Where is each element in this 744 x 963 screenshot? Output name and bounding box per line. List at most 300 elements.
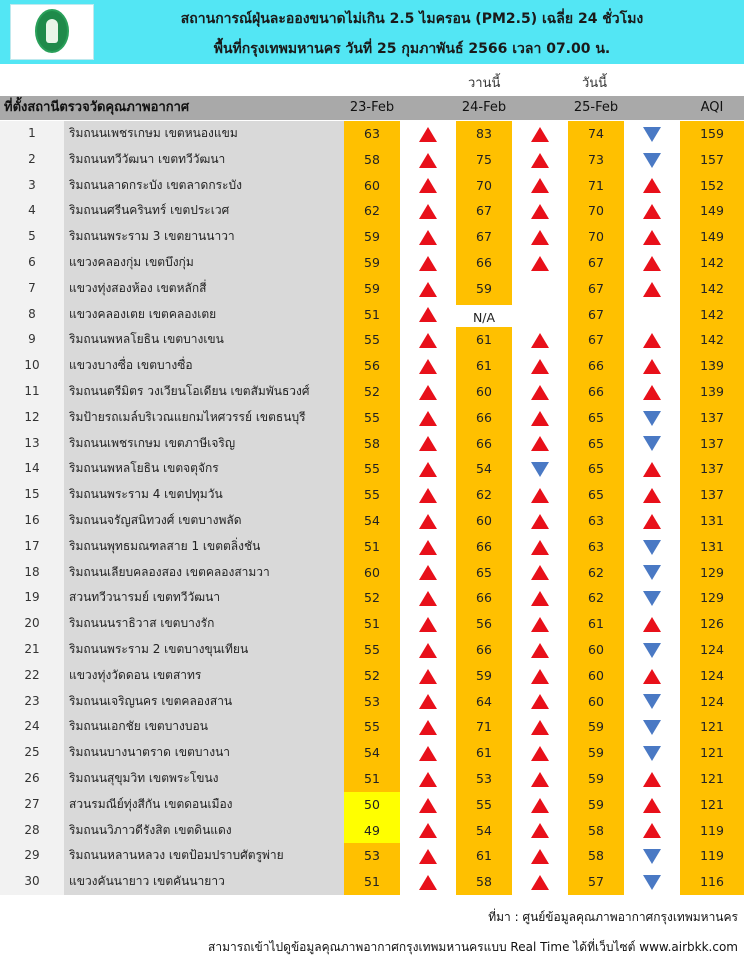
arrow-up-icon bbox=[531, 540, 549, 555]
station-number: 21 bbox=[0, 637, 64, 663]
station-location: ริมถนนหลานหลวง เขตป้อมปราบศัตรูพ่าย bbox=[64, 843, 344, 869]
trend-cell bbox=[512, 585, 568, 611]
table-row bbox=[0, 147, 744, 173]
pm25-value-v3: 65 bbox=[568, 405, 624, 431]
pm25-value-v1: 55 bbox=[344, 482, 400, 508]
pm25-value-v3: 70 bbox=[568, 224, 624, 250]
pm25-value-v2: N/A bbox=[456, 302, 512, 331]
arrow-down-icon bbox=[643, 153, 661, 168]
arrow-up-icon bbox=[531, 694, 549, 709]
pm25-value-v1: 54 bbox=[344, 508, 400, 534]
arrow-up-icon bbox=[419, 746, 437, 761]
trend-cell bbox=[400, 405, 456, 431]
table-row bbox=[0, 792, 744, 818]
arrow-up-icon bbox=[419, 772, 437, 787]
table-row bbox=[0, 431, 744, 457]
pm25-value-v1: 53 bbox=[344, 689, 400, 715]
arrow-up-icon bbox=[419, 823, 437, 838]
trend-cell bbox=[400, 302, 456, 328]
trend-cell bbox=[624, 224, 680, 250]
aqi-value: 121 bbox=[680, 740, 744, 766]
trend-cell bbox=[400, 173, 456, 199]
pm25-value-v3: 59 bbox=[568, 740, 624, 766]
trend-cell bbox=[512, 302, 568, 328]
trend-cell bbox=[400, 482, 456, 508]
pm25-value-v1: 59 bbox=[344, 250, 400, 276]
aqi-value: 159 bbox=[680, 121, 744, 147]
arrow-up-icon bbox=[643, 798, 661, 813]
arrow-up-icon bbox=[531, 720, 549, 735]
table-row bbox=[0, 482, 744, 508]
station-location: ริมถนนเลียบคลองสอง เขตคลองสามวา bbox=[64, 560, 344, 586]
aqi-value: 157 bbox=[680, 147, 744, 173]
pm25-value-v1: 52 bbox=[344, 379, 400, 405]
aqi-value: 121 bbox=[680, 714, 744, 740]
arrow-up-icon bbox=[531, 798, 549, 813]
data-source: ที่มา : ศูนย์ข้อมูลคุณภาพอากาศกรุงเทพมหานคร bbox=[488, 910, 738, 924]
trend-cell bbox=[512, 327, 568, 353]
trend-cell bbox=[512, 508, 568, 534]
pm25-value-v3: 67 bbox=[568, 276, 624, 302]
station-location: แขวงบางซื่อ เขตบางซื่อ bbox=[64, 353, 344, 379]
pm25-value-v2: 83 bbox=[456, 121, 512, 147]
arrow-down-icon bbox=[643, 720, 661, 735]
arrow-up-icon bbox=[643, 359, 661, 374]
pm25-value-v3: 57 bbox=[568, 869, 624, 895]
table-row bbox=[0, 740, 744, 766]
aqi-value: 131 bbox=[680, 534, 744, 560]
arrow-up-icon bbox=[531, 617, 549, 632]
pm25-value-v3: 67 bbox=[568, 327, 624, 353]
arrow-down-icon bbox=[643, 643, 661, 658]
trend-cell bbox=[400, 740, 456, 766]
trend-cell bbox=[624, 405, 680, 431]
arrow-up-icon bbox=[643, 617, 661, 632]
arrow-up-icon bbox=[643, 669, 661, 684]
trend-cell bbox=[400, 869, 456, 895]
trend-cell bbox=[624, 766, 680, 792]
arrow-down-icon bbox=[643, 591, 661, 606]
arrow-up-icon bbox=[419, 720, 437, 735]
arrow-up-icon bbox=[419, 307, 437, 322]
arrow-up-icon bbox=[643, 178, 661, 193]
trend-cell bbox=[400, 198, 456, 224]
trend-cell bbox=[400, 508, 456, 534]
pm25-value-v2: 60 bbox=[456, 379, 512, 405]
trend-cell bbox=[512, 611, 568, 637]
pm25-value-v1: 52 bbox=[344, 585, 400, 611]
trend-cell bbox=[400, 431, 456, 457]
arrow-up-icon bbox=[531, 565, 549, 580]
arrow-up-icon bbox=[419, 875, 437, 890]
pm25-value-v1: 63 bbox=[344, 121, 400, 147]
pm25-value-v1: 58 bbox=[344, 147, 400, 173]
trend-cell bbox=[512, 843, 568, 869]
table-row bbox=[0, 766, 744, 792]
pm25-value-v1: 51 bbox=[344, 766, 400, 792]
trend-cell bbox=[624, 198, 680, 224]
trend-cell bbox=[624, 818, 680, 844]
station-location: ริมถนนพระราม 2 เขตบางขุนเทียน bbox=[64, 637, 344, 663]
arrow-up-icon bbox=[419, 230, 437, 245]
station-number: 9 bbox=[0, 327, 64, 353]
arrow-up-icon bbox=[419, 617, 437, 632]
station-location: ริมถนนเอกชัย เขตบางบอน bbox=[64, 714, 344, 740]
arrow-up-icon bbox=[531, 178, 549, 193]
station-location: ริมถนนตรีมิตร วงเวียนโอเดียน เขตสัมพันธวงศ์ bbox=[64, 379, 344, 405]
trend-cell bbox=[512, 560, 568, 586]
arrow-up-icon bbox=[531, 153, 549, 168]
trend-cell bbox=[400, 843, 456, 869]
arrow-up-icon bbox=[419, 333, 437, 348]
table-row bbox=[0, 818, 744, 844]
table-row bbox=[0, 250, 744, 276]
aqi-value: 124 bbox=[680, 637, 744, 663]
pm25-value-v3: 65 bbox=[568, 456, 624, 482]
aqi-value: 131 bbox=[680, 508, 744, 534]
station-location: ริมถนนพหลโยธิน เขตจตุจักร bbox=[64, 456, 344, 482]
trend-cell bbox=[624, 534, 680, 560]
trend-cell bbox=[624, 637, 680, 663]
station-location: แขวงคลองกุ่ม เขตบึงกุ่ม bbox=[64, 250, 344, 276]
aqi-value: 129 bbox=[680, 585, 744, 611]
pm25-value-v1: 49 bbox=[344, 818, 400, 844]
arrow-up-icon bbox=[419, 514, 437, 529]
pm25-value-v2: 59 bbox=[456, 276, 512, 302]
pm25-value-v1: 51 bbox=[344, 611, 400, 637]
pm25-value-v3: 59 bbox=[568, 792, 624, 818]
aqi-value: 142 bbox=[680, 327, 744, 353]
aqi-value: 121 bbox=[680, 792, 744, 818]
table-row bbox=[0, 534, 744, 560]
report-title: สถานการณ์ฝุ่นละอองขนาดไม่เกิน 2.5 ไมครอน (PM2.5) เฉลี่ย 24 ชั่วโมง bbox=[180, 11, 644, 27]
pm25-value-v2: 66 bbox=[456, 431, 512, 457]
trend-cell bbox=[512, 792, 568, 818]
pm25-value-v1: 60 bbox=[344, 560, 400, 586]
pm25-value-v2: 61 bbox=[456, 843, 512, 869]
table-row bbox=[0, 714, 744, 740]
table-row bbox=[0, 353, 744, 379]
station-number: 23 bbox=[0, 689, 64, 715]
pm25-value-v3: 66 bbox=[568, 379, 624, 405]
arrow-down-icon bbox=[643, 540, 661, 555]
trend-cell bbox=[400, 276, 456, 302]
trend-cell bbox=[400, 379, 456, 405]
pm25-value-v1: 62 bbox=[344, 198, 400, 224]
station-location: ริมป้ายรถเมล์บริเวณแยกมไหศวรรย์ เขตธนบุรี bbox=[64, 405, 344, 431]
trend-cell bbox=[400, 689, 456, 715]
trend-cell bbox=[512, 534, 568, 560]
arrow-up-icon bbox=[531, 514, 549, 529]
trend-cell bbox=[624, 611, 680, 637]
arrow-up-icon bbox=[531, 436, 549, 451]
pm25-value-v2: 64 bbox=[456, 689, 512, 715]
table-row bbox=[0, 224, 744, 250]
trend-cell bbox=[400, 456, 456, 482]
arrow-down-icon bbox=[643, 875, 661, 890]
station-number: 14 bbox=[0, 456, 64, 482]
station-location: ริมถนนสุขุมวิท เขตพระโขนง bbox=[64, 766, 344, 792]
trend-cell bbox=[400, 766, 456, 792]
arrow-up-icon bbox=[643, 230, 661, 245]
pm25-value-v2: 59 bbox=[456, 663, 512, 689]
aqi-value: 121 bbox=[680, 766, 744, 792]
station-number: 19 bbox=[0, 585, 64, 611]
trend-cell bbox=[624, 560, 680, 586]
trend-cell bbox=[512, 689, 568, 715]
station-number: 12 bbox=[0, 405, 64, 431]
trend-cell bbox=[512, 121, 568, 147]
trend-cell bbox=[512, 353, 568, 379]
arrow-up-icon bbox=[419, 462, 437, 477]
station-location: ริมถนนวิภาวดีรังสิต เขตดินแดง bbox=[64, 818, 344, 844]
trend-cell bbox=[624, 173, 680, 199]
date1-column-header: 23-Feb bbox=[349, 100, 395, 115]
arrow-up-icon bbox=[643, 488, 661, 503]
trend-cell bbox=[624, 689, 680, 715]
pm25-value-v2: 66 bbox=[456, 637, 512, 663]
trend-cell bbox=[400, 353, 456, 379]
table-row bbox=[0, 560, 744, 586]
pm25-value-v2: 61 bbox=[456, 740, 512, 766]
station-number: 3 bbox=[0, 173, 64, 199]
station-location: แขวงคันนายาว เขตคันนายาว bbox=[64, 869, 344, 895]
pm25-value-v2: 67 bbox=[456, 198, 512, 224]
arrow-up-icon bbox=[419, 669, 437, 684]
pm25-value-v3: 61 bbox=[568, 611, 624, 637]
arrow-up-icon bbox=[643, 772, 661, 787]
aqi-value: 124 bbox=[680, 689, 744, 715]
station-location: ริมถนนพุทธมณฑลสาย 1 เขตตลิ่งชัน bbox=[64, 534, 344, 560]
station-location: ริมถนนพระราม 3 เขตยานนาวา bbox=[64, 224, 344, 250]
trend-cell bbox=[512, 482, 568, 508]
trend-cell bbox=[512, 173, 568, 199]
aqi-value: 142 bbox=[680, 302, 744, 328]
pm25-value-v3: 73 bbox=[568, 147, 624, 173]
arrow-up-icon bbox=[531, 772, 549, 787]
trend-cell bbox=[400, 611, 456, 637]
pm25-value-v2: 54 bbox=[456, 456, 512, 482]
station-number: 30 bbox=[0, 869, 64, 895]
arrow-up-icon bbox=[419, 153, 437, 168]
station-number: 26 bbox=[0, 766, 64, 792]
pm25-value-v2: 54 bbox=[456, 818, 512, 844]
arrow-up-icon bbox=[531, 359, 549, 374]
trend-cell bbox=[400, 637, 456, 663]
trend-cell bbox=[512, 740, 568, 766]
pm25-value-v2: 56 bbox=[456, 611, 512, 637]
pm25-value-v2: 65 bbox=[456, 560, 512, 586]
pm25-value-v1: 53 bbox=[344, 843, 400, 869]
table-row bbox=[0, 379, 744, 405]
station-location: ริมถนนเพชรเกษม เขตภาษีเจริญ bbox=[64, 431, 344, 457]
pm25-value-v3: 59 bbox=[568, 714, 624, 740]
pm25-value-v2: 66 bbox=[456, 585, 512, 611]
station-number: 17 bbox=[0, 534, 64, 560]
arrow-up-icon bbox=[531, 385, 549, 400]
pm25-value-v2: 67 bbox=[456, 224, 512, 250]
trend-cell bbox=[624, 121, 680, 147]
trend-cell bbox=[624, 482, 680, 508]
website-note: สามารถเข้าไปดูข้อมูลคุณภาพอากาศกรุงเทพมหานครแบบ Real Time ได้ที่เว็บไซต์ www.airbkk.com bbox=[208, 940, 738, 954]
aqi-value: 137 bbox=[680, 405, 744, 431]
table-row bbox=[0, 121, 744, 147]
station-number: 2 bbox=[0, 147, 64, 173]
trend-cell bbox=[400, 818, 456, 844]
trend-cell bbox=[624, 276, 680, 302]
trend-cell bbox=[624, 792, 680, 818]
pm25-value-v3: 58 bbox=[568, 843, 624, 869]
arrow-up-icon bbox=[419, 411, 437, 426]
station-number: 29 bbox=[0, 843, 64, 869]
aqi-value: 142 bbox=[680, 250, 744, 276]
arrow-up-icon bbox=[531, 256, 549, 271]
station-number: 27 bbox=[0, 792, 64, 818]
arrow-up-icon bbox=[643, 282, 661, 297]
trend-cell bbox=[624, 379, 680, 405]
arrow-down-icon bbox=[643, 127, 661, 142]
trend-cell bbox=[400, 534, 456, 560]
location-column-header: ที่ตั้งสถานีตรวจวัดคุณภาพอากาศ bbox=[4, 100, 190, 115]
arrow-down-icon bbox=[531, 462, 549, 477]
pm25-value-v2: 66 bbox=[456, 250, 512, 276]
arrow-down-icon bbox=[643, 849, 661, 864]
pm25-value-v2: 66 bbox=[456, 534, 512, 560]
table-row bbox=[0, 585, 744, 611]
yesterday-label: วานนี้ bbox=[468, 76, 501, 91]
aqi-value: 124 bbox=[680, 663, 744, 689]
pm25-value-v1: 51 bbox=[344, 302, 400, 328]
trend-cell bbox=[512, 198, 568, 224]
pm25-value-v1: 51 bbox=[344, 869, 400, 895]
pm25-value-v2: 61 bbox=[456, 353, 512, 379]
arrow-up-icon bbox=[419, 694, 437, 709]
arrow-up-icon bbox=[419, 565, 437, 580]
trend-cell bbox=[512, 379, 568, 405]
arrow-up-icon bbox=[419, 282, 437, 297]
trend-cell bbox=[512, 250, 568, 276]
station-number: 11 bbox=[0, 379, 64, 405]
trend-cell bbox=[624, 250, 680, 276]
station-number: 24 bbox=[0, 714, 64, 740]
station-number: 10 bbox=[0, 353, 64, 379]
pm25-value-v2: 75 bbox=[456, 147, 512, 173]
arrow-up-icon bbox=[419, 359, 437, 374]
station-location: แขวงทุ่งวัดดอน เขตสาทร bbox=[64, 663, 344, 689]
pm25-value-v3: 60 bbox=[568, 663, 624, 689]
arrow-up-icon bbox=[419, 436, 437, 451]
arrow-up-icon bbox=[419, 798, 437, 813]
station-location: แขวงคลองเตย เขตคลองเตย bbox=[64, 302, 344, 328]
trend-cell bbox=[512, 818, 568, 844]
trend-cell bbox=[624, 327, 680, 353]
trend-cell bbox=[624, 147, 680, 173]
arrow-up-icon bbox=[419, 178, 437, 193]
pm25-value-v2: 53 bbox=[456, 766, 512, 792]
pm25-value-v3: 63 bbox=[568, 534, 624, 560]
trend-cell bbox=[400, 663, 456, 689]
pm25-value-v1: 56 bbox=[344, 353, 400, 379]
station-number: 28 bbox=[0, 818, 64, 844]
date3-column-header: 25-Feb bbox=[573, 100, 619, 115]
pm25-value-v3: 70 bbox=[568, 198, 624, 224]
trend-cell bbox=[400, 714, 456, 740]
pm25-value-v3: 60 bbox=[568, 689, 624, 715]
trend-cell bbox=[400, 224, 456, 250]
trend-cell bbox=[400, 560, 456, 586]
pm25-value-v2: 71 bbox=[456, 714, 512, 740]
table-row bbox=[0, 327, 744, 353]
pm25-value-v3: 71 bbox=[568, 173, 624, 199]
station-location: ริมถนนทวีวัฒนา เขตทวีวัฒนา bbox=[64, 147, 344, 173]
pm25-value-v3: 62 bbox=[568, 560, 624, 586]
pm25-value-v3: 74 bbox=[568, 121, 624, 147]
table-row bbox=[0, 689, 744, 715]
aqi-value: 139 bbox=[680, 379, 744, 405]
pm25-value-v3: 67 bbox=[568, 250, 624, 276]
date2-column-header: 24-Feb bbox=[461, 100, 507, 115]
aqi-value: 139 bbox=[680, 353, 744, 379]
trend-cell bbox=[512, 456, 568, 482]
station-location: ริมถนนจรัญสนิทวงศ์ เขตบางพลัด bbox=[64, 508, 344, 534]
report-subtitle: พื้นที่กรุงเทพมหานคร วันที่ 25 กุมภาพันธ์ 2566 เวลา 07.00 น. bbox=[213, 41, 611, 57]
station-number: 5 bbox=[0, 224, 64, 250]
pm25-value-v1: 52 bbox=[344, 663, 400, 689]
station-location: ริมถนนเพชรเกษม เขตหนองแขม bbox=[64, 121, 344, 147]
arrow-up-icon bbox=[419, 204, 437, 219]
arrow-up-icon bbox=[419, 540, 437, 555]
trend-cell bbox=[400, 585, 456, 611]
arrow-down-icon bbox=[643, 565, 661, 580]
pm25-value-v1: 55 bbox=[344, 456, 400, 482]
aqi-value: 116 bbox=[680, 869, 744, 895]
trend-cell bbox=[624, 740, 680, 766]
arrow-down-icon bbox=[643, 694, 661, 709]
pm25-value-v3: 58 bbox=[568, 818, 624, 844]
trend-cell bbox=[624, 431, 680, 457]
pm25-value-v2: 61 bbox=[456, 327, 512, 353]
table-row bbox=[0, 302, 744, 328]
trend-cell bbox=[624, 508, 680, 534]
arrow-up-icon bbox=[531, 127, 549, 142]
trend-cell bbox=[512, 224, 568, 250]
pm25-value-v2: 66 bbox=[456, 405, 512, 431]
pm25-value-v1: 55 bbox=[344, 714, 400, 740]
pm25-value-v1: 50 bbox=[344, 792, 400, 818]
arrow-up-icon bbox=[531, 669, 549, 684]
arrow-up-icon bbox=[531, 488, 549, 503]
arrow-up-icon bbox=[531, 230, 549, 245]
pm25-value-v1: 55 bbox=[344, 405, 400, 431]
pm25-value-v1: 55 bbox=[344, 327, 400, 353]
station-location: ริมถนนเจริญนคร เขตคลองสาน bbox=[64, 689, 344, 715]
aqi-value: 137 bbox=[680, 456, 744, 482]
arrow-up-icon bbox=[531, 823, 549, 838]
trend-cell bbox=[512, 431, 568, 457]
station-number: 7 bbox=[0, 276, 64, 302]
aqi-value: 137 bbox=[680, 431, 744, 457]
aqi-value: 137 bbox=[680, 482, 744, 508]
pm25-value-v1: 55 bbox=[344, 637, 400, 663]
arrow-up-icon bbox=[531, 333, 549, 348]
arrow-up-icon bbox=[643, 333, 661, 348]
trend-cell bbox=[512, 869, 568, 895]
arrow-up-icon bbox=[531, 643, 549, 658]
station-location: สวนทวีวนารมย์ เขตทวีวัฒนา bbox=[64, 585, 344, 611]
arrow-up-icon bbox=[643, 204, 661, 219]
arrow-up-icon bbox=[643, 514, 661, 529]
arrow-up-icon bbox=[419, 591, 437, 606]
